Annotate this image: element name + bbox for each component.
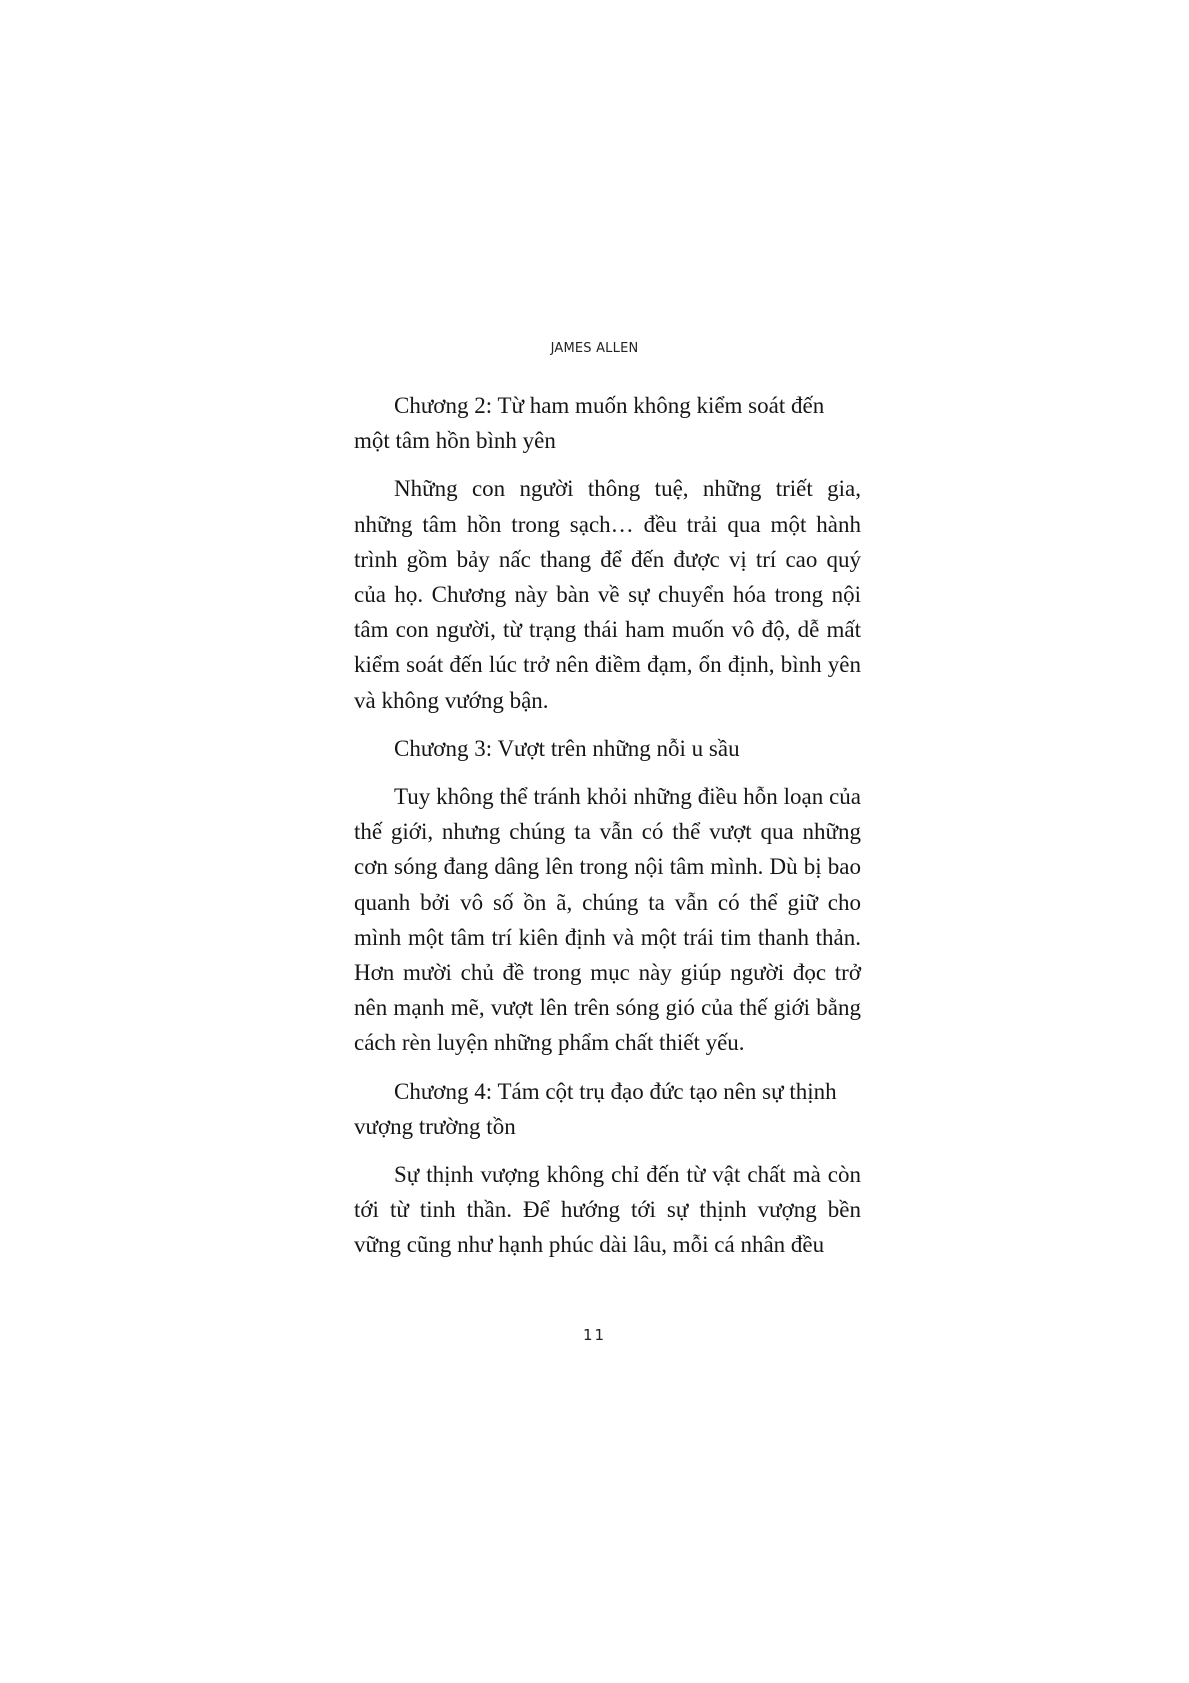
page-body-text <box>354 388 861 1276</box>
chapter-4-heading: Chương 4: Tám cột trụ đạo đức tạo nên sự thịnh vượng trường tồn <box>354 1078 837 1139</box>
chapter-2-summary: Những con người thông tuệ, những triết gia, những tâm hồn trong sạch… đều trải qua một hành trình gồm bảy nấc thang để đến được vị trí cao quý của họ. Chương này bàn về sự chuyển hóa trong nội tâm con người, từ trạng thái ham muốn vô độ, dễ mất kiểm soát đến lúc trở nên điềm đạm, ổn định, bình yên và không vướng bận. <box>354 476 861 713</box>
chapter-2-heading: Chương 2: Từ ham muốn không kiểm soát đến một tâm hồn bình yên <box>354 393 825 454</box>
chapter-3-summary: Tuy không thể tránh khỏi những điều hỗn loạn của thế giới, nhưng chúng ta vẫn có thể vượt qua những cơn sóng đang dâng lên trong nội tâm mình. Dù bị bao quanh bởi vô số ồn ã, chúng ta vẫn có thể giữ cho mình một tâm trí kiên định và một trái tim thanh thản. Hơn mười chủ đề trong mục này giúp người đọc trở nên mạnh mẽ, vượt lên trên sóng gió của thế giới bằng cách rèn luyện những phẩm chất thiết yếu. <box>354 784 861 1056</box>
page-number: 11 <box>582 1326 607 1344</box>
running-head-author: JAMES ALLEN <box>550 341 639 356</box>
chapter-4-summary: Sự thịnh vượng không chỉ đến từ vật chất mà còn tới từ tinh thần. Để hướng tới sự thịnh vượng bền vững cũng như hạnh phúc dài lâu, mỗi cá nhân đều <box>354 1162 861 1258</box>
chapter-3-heading: Chương 3: Vượt trên những nỗi u sầu <box>394 735 740 761</box>
